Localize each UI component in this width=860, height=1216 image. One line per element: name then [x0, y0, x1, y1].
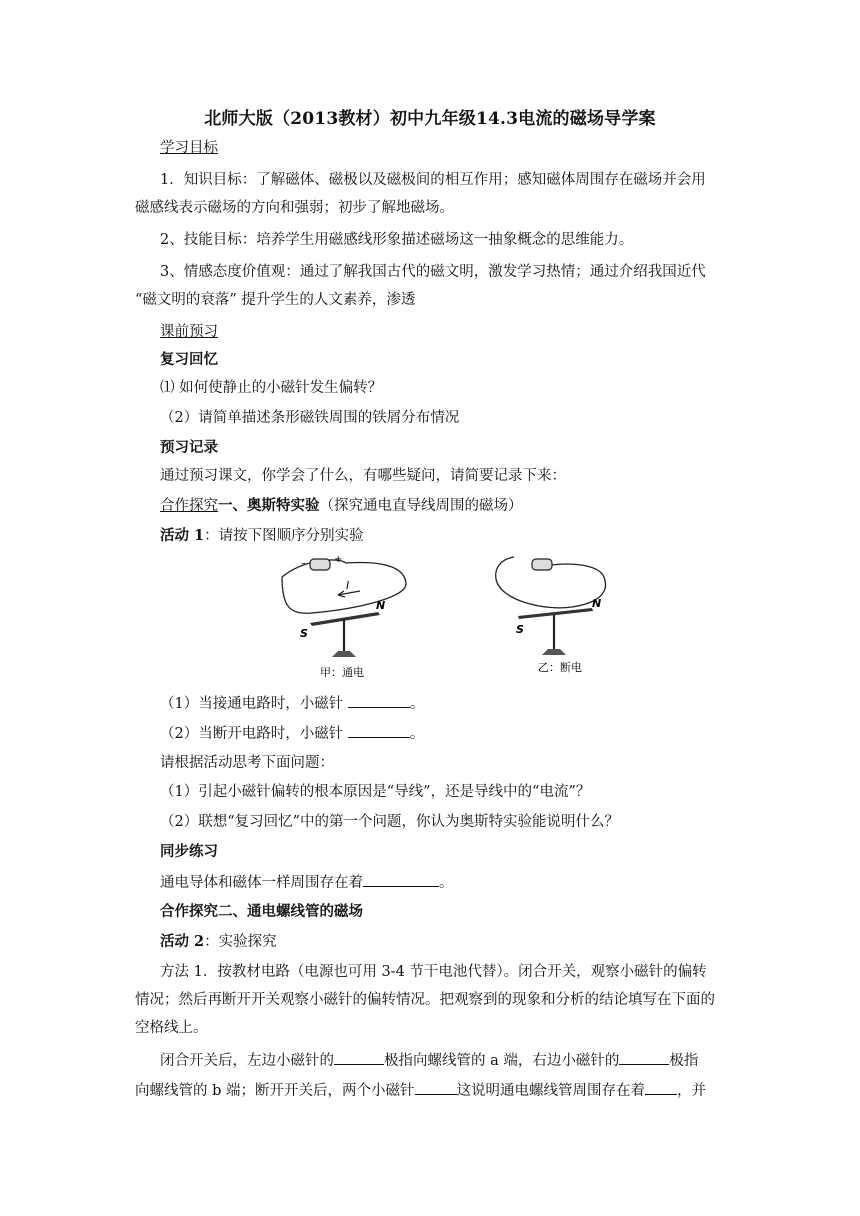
goal-3-line-2: “磁文明的衰落” 提升学生的人文素养，渗透 [135, 292, 416, 308]
explore-1-subtitle: （探究通电直导线周围的磁场） [319, 498, 523, 514]
sync-practice-prompt: 通电导体和磁体一样周围存在着 [160, 875, 363, 891]
fill-text-b: 极指向螺线管的 a 端，右边小磁针的 [384, 1053, 620, 1069]
review-question-1: ⑴ 如何使静止的小磁针发生偏转？ [160, 380, 383, 396]
answer-blank-2[interactable] [348, 723, 410, 738]
activity-question-2-text: （2）当断开电路时，小磁针 [160, 726, 348, 742]
fill-line-2 [135, 1080, 706, 1101]
goal-1-line-1: 1．知识目标：了解磁体、磁极以及磁极间的相互作用；感知磁体周围存在磁场并会用 [160, 172, 706, 188]
north-label-off: N [592, 597, 602, 610]
oersted-figure-off [486, 553, 616, 683]
activity-2 [160, 932, 277, 952]
think-intro: 请根据活动思考下面问题： [160, 755, 334, 771]
activity-question-1 [160, 693, 424, 714]
fill-text-a: 闭合开关后，左边小磁针的 [160, 1053, 334, 1069]
think-question-1: （1）引起小磁针偏转的根本原因是“导线”，还是导线中的“电流”？ [160, 784, 591, 800]
activity-2-text: ：实验探究 [204, 934, 277, 950]
page-title: 北师大版（2013教材）初中九年级14.3电流的磁场导学案 [204, 109, 656, 129]
period-3: 。 [439, 875, 454, 891]
explore-1-heading [160, 496, 523, 516]
review-question-2: （2）请简单描述条形磁铁周围的铁屑分布情况 [160, 410, 460, 426]
preview-heading: 课前预习 [160, 324, 218, 340]
activity-2-label: 活动 2 [160, 933, 205, 950]
goal-2: 2、技能目标：培养学生用磁感线形象描述磁场这一抽象概念的思维能力。 [160, 232, 634, 248]
explore-1-prefix: 合作探究 [160, 498, 218, 514]
activity-question-1-text: （1）当接通电路时，小磁针 [160, 696, 348, 712]
sync-practice-text [160, 872, 454, 893]
north-label-on: N [376, 599, 386, 612]
activity-1 [160, 526, 364, 546]
goal-3-line-1: 3、情感态度价值观：通过了解我国古代的磁文明，激发学习热情；通过介绍我国近代 [160, 264, 706, 280]
review-heading: 复习回忆 [160, 351, 218, 368]
period-2: 。 [409, 726, 425, 742]
figure-caption-off: 乙：断电 [538, 661, 582, 674]
fill-text-f: ，并 [677, 1083, 706, 1099]
plus-label: + [334, 554, 343, 565]
south-label-off: S [516, 623, 524, 636]
method-line-1: 方法 1．按教材电路（电源也可用 3-4 节干电池代替）。闭合开关，观察小磁针的偏转 [160, 964, 707, 980]
record-text: 通过预习课文，你学会了什么，有哪些疑问，请简要记录下来： [160, 468, 566, 484]
record-heading: 预习记录 [160, 439, 218, 456]
explore-1-title: 一、奥斯特实验 [218, 497, 320, 514]
south-label-on: S [300, 627, 308, 640]
explore-2-heading: 合作探究二、通电螺线管的磁场 [160, 903, 363, 920]
answer-blank-3[interactable] [363, 872, 439, 887]
fill-text-e: 这说明通电螺线管周围存在着 [456, 1083, 645, 1099]
fill-text-d: 向螺线管的 b 端；断开开关后，两个小磁针 [135, 1083, 415, 1099]
goals-heading: 学习目标 [160, 140, 218, 156]
fill-line-1 [160, 1050, 698, 1071]
method-line-2: 情况；然后再断开开关观察小磁针的偏转情况。把观察到的现象和分析的结论填写在下面的 [135, 992, 715, 1008]
activity-1-label: 活动 1 [160, 527, 205, 544]
minus-label: – [301, 558, 306, 569]
answer-blank-4[interactable] [334, 1050, 384, 1065]
goal-1-line-2: 磁感线表示磁场的方向和强弱；初步了解地磁场。 [135, 200, 454, 216]
oersted-figure-on [268, 553, 418, 683]
period-1: 。 [409, 696, 425, 712]
sync-practice-heading: 同步练习 [160, 843, 218, 860]
fill-text-c: 极指 [669, 1053, 699, 1069]
answer-blank-6[interactable] [415, 1080, 457, 1095]
figure-caption-on: 甲：通电 [320, 666, 364, 679]
answer-blank-1[interactable] [348, 693, 410, 708]
current-label: I [346, 579, 350, 592]
activity-question-2 [160, 723, 424, 744]
answer-blank-7[interactable] [645, 1080, 677, 1095]
think-question-2: （2）联想“复习回忆”中的第一个问题，你认为奥斯特实验能说明什么？ [160, 814, 620, 830]
answer-blank-5[interactable] [619, 1050, 669, 1065]
method-line-3: 空格线上。 [135, 1020, 208, 1036]
activity-1-text: ：请按下图顺序分别实验 [204, 528, 364, 544]
